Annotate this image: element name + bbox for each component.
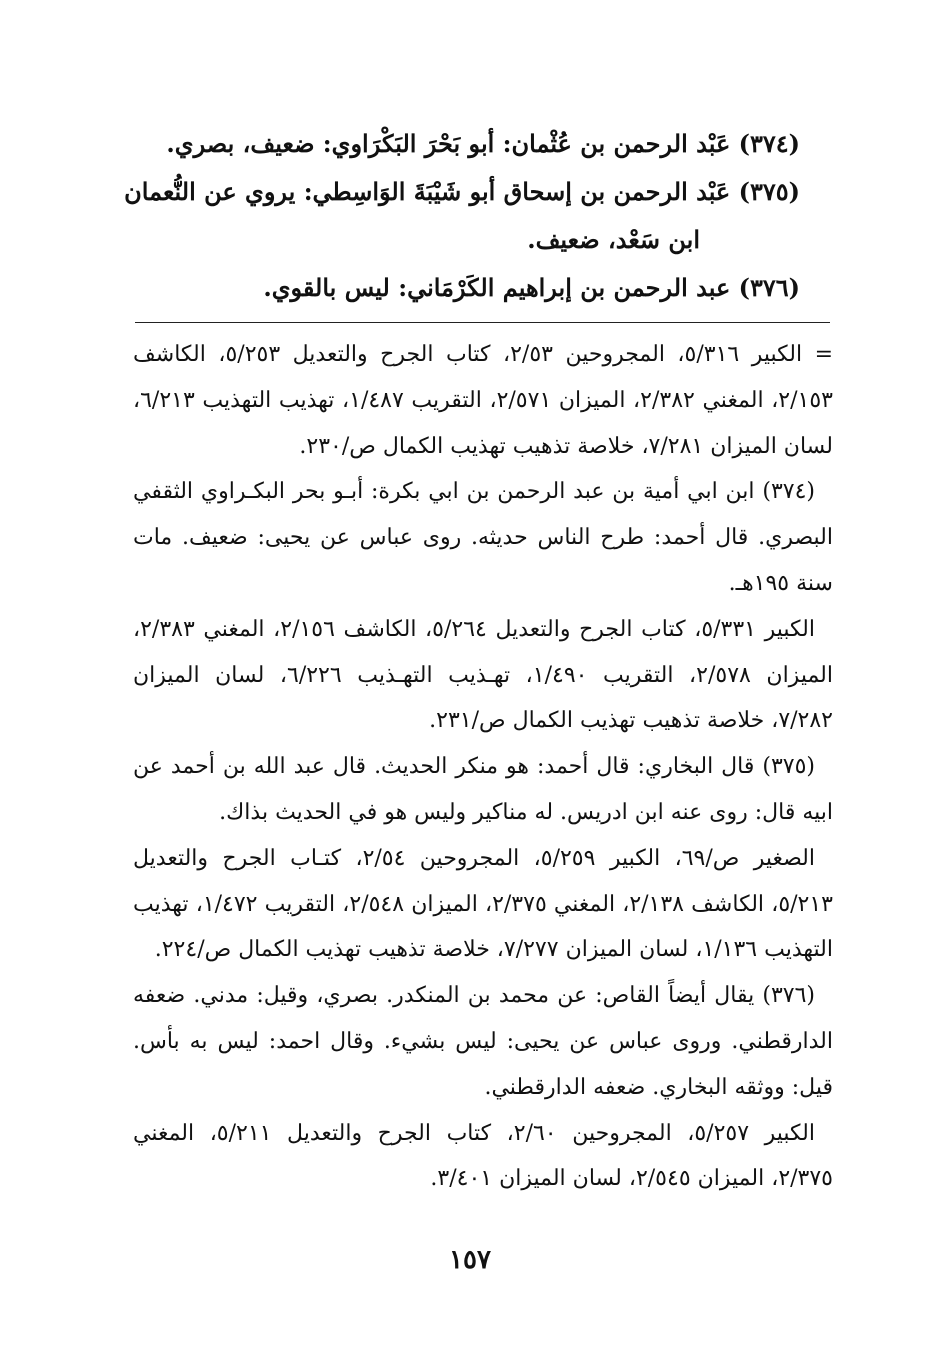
- footnote-375: (٣٧٥) قال البخاري: قال أحمد: هو منكر الحديث. قال عبد الله بن أحمد عن ابيه قال: روى عنه ابن ادريس. له مناكير وليس هو في الحديث بذاك.: [133, 754, 833, 825]
- main-entries: [124, 120, 800, 312]
- footnote-continuation: = الكبير ٥/٣١٦، المجروحين ٢/٥٣، كتاب الجرح والتعديل ٥/٢٥٣، الكاشف ٢/١٥٣، المغني ٢/٣٨٢، الميزان ٢/٥٧١، التقريب ١/٤٨٧، تهذيب التهذيب ٦/٢١٣، لسان الميزان ٧/٢٨١، خلاصة تذهيب تهذيب الكمال ص/٢٣٠.: [133, 342, 834, 459]
- entry-375-continuation: ابن سَعْد، ضعيف.: [527, 225, 700, 254]
- entry-375: (٣٧٥) عَبْد الرحمن بن إسحاق أبو شَيْبَةَ الوَاسِطي: يروي عن النُّعمان: [124, 177, 800, 206]
- footnote-376-sources: الكبير ٥/٢٥٧، المجروحين ٢/٦٠، كتاب الجرح والتعديل ٥/٢١١، المغني ٢/٣٧٥، الميزان ٢/٥٤٥، لسان الميزان ٣/٤٠١.: [133, 1120, 833, 1192]
- footnote-376: (٣٧٦) يقال أيضاً القاص: عن محمد بن المنكدر. بصري، وقيل: مدني. ضعفه الدارقطني. وروى عباس عن يحيى: ليس بشيء. وقال احمد: ليس به بأس. قيل: ووثقه البخاري. ضعفه الدارقطني.: [133, 983, 833, 1100]
- page-number: ١٥٧: [449, 1245, 491, 1275]
- footnote-divider: [135, 322, 830, 323]
- footnote-374: (٣٧٤) ابن ابي أمية بن عبد الرحمن بن ابي بكرة: أبـو بحر البكـراوي الثقفي البصري. قال أحمد: طرح الناس حديثه. روى عباس عن يحيى: ضعيف. مات سنة ١٩٥هـ.: [133, 479, 833, 596]
- footnote-375-sources: الصغير ص/٦٩، الكبير ٥/٢٥٩، المجروحين ٢/٥٤، كتـاب الجرح والتعديل ٥/٢١٣، الكاشف ٢/١٣٨، المغني ٢/٣٧٥، الميزان ٢/٥٤٨، التقريب ١/٤٧٢، تهذيب التهذيب ١/١٣٦، لسان الميزان ٧/٢٧٧، خلاصة تذهيب تهذيب الكمال ص/٢٢٤.: [133, 845, 833, 963]
- footnote-374-sources: الكبير ٥/٣٣١، كتاب الجرح والتعديل ٥/٢٦٤، الكاشف ٢/١٥٦، المغني ٢/٣٨٣، الميزان ٢/٥٧٨، التقريب ١/٤٩٠، تهـذيب التهـذيب ٦/٢٢٦، لسان الميزان ٧/٢٨٢، خلاصة تذهيب تهذيب الكمال ص/٢٣١.: [133, 616, 833, 734]
- footnotes: [133, 332, 833, 1202]
- entry-374: (٣٧٤) عَبْد الرحمن بن عُثْمان: أبو بَحْرَ البَكْرَاوي: ضعيف، بصري.: [166, 129, 800, 158]
- entry-376: (٣٧٦) عبد الرحمن بن إبراهيم الكَرْمَاني: ليس بالقوي.: [263, 273, 800, 302]
